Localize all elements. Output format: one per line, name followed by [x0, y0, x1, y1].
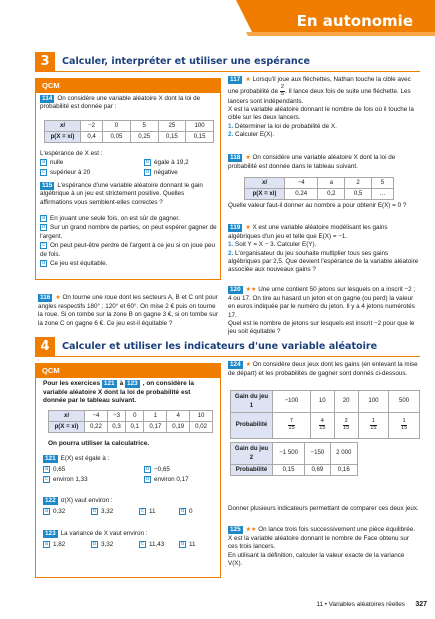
exercise-ref: 121	[103, 380, 115, 387]
exercise-number: 121	[45, 455, 56, 462]
exercise-ref: 123	[127, 380, 138, 387]
question-number: 2.	[228, 249, 234, 257]
exercise-114	[40, 95, 218, 112]
denominator: 15	[288, 425, 295, 431]
games-table	[230, 390, 420, 439]
option-text[interactable]: −0,65	[154, 466, 170, 474]
table-cell: 0	[103, 121, 131, 132]
option-text[interactable]: 3,32	[101, 541, 114, 549]
exercise-117	[228, 76, 420, 139]
exercise-number: 117	[230, 76, 241, 83]
section-number: 4	[35, 337, 55, 357]
question: Donner plusieurs indicateurs permettant de comparer ces deux jeux.	[228, 505, 419, 512]
table-cell: 0,4	[81, 132, 103, 143]
intro-text: , on considère la variable aléatoire X dont la loi de probabilité est donnée par le tableau suivant.	[43, 380, 194, 405]
exercise-number: 116	[40, 294, 51, 301]
option-letter: d	[181, 541, 184, 547]
table-cell	[273, 413, 311, 439]
option-text[interactable]: 3,32	[101, 508, 114, 516]
question-text: σ(X) vaut environ :	[60, 497, 113, 504]
exercise-123	[43, 530, 215, 538]
exercise-text: En utilisant la définition, calculer la valeur exacte de la variance V(X).	[228, 551, 405, 567]
question-text: Soit Y = X − 3. Calculer E(Y).	[235, 241, 317, 249]
exercise-118	[228, 154, 420, 171]
table-cell: 2 000	[330, 443, 357, 465]
option-text[interactable]: 11,43	[149, 541, 165, 549]
option-letter: b	[42, 224, 45, 231]
exercise-text: Lorsqu'il joue aux fléchettes, Nathan touche la cible avec une probabilité de	[228, 76, 411, 95]
option-letter: b	[146, 159, 149, 165]
question-text: E(X) est égale à :	[60, 455, 110, 462]
exercise-text: L'espérance d'une variable aléatoire donnant le gain algébrique à un jeu est strictement positive. Quelles affirmations vous semblent-elles correctes ?	[40, 182, 203, 206]
row-header: Probabilité	[231, 465, 273, 476]
table-cell: −100	[273, 391, 311, 413]
option-letter: d	[146, 169, 149, 175]
difficulty-star-icon: ★	[245, 362, 252, 368]
option-letter: a	[45, 541, 48, 547]
difficulty-star-icon: ★★	[245, 287, 257, 293]
difficulty-star-icon: ★	[245, 77, 251, 83]
numerator: 1	[371, 418, 375, 425]
table-cell: …	[371, 189, 393, 200]
table-cell: 500	[389, 391, 420, 413]
table-cell: 0,17	[144, 422, 167, 433]
difficulty-star-icon: ★	[55, 295, 61, 301]
probability-table	[244, 177, 394, 200]
exercise-text: X est une variable aléatoire modélisant les gains algébriques d'un jeu et telle que E(X) = −1.	[228, 224, 388, 240]
question: Quelle valeur faut-il donner au nombre a pour obtenir E(X) = 0 ?	[228, 202, 407, 209]
option-letter: b	[93, 508, 96, 514]
option-letter: a	[42, 159, 45, 165]
table-cell: 100	[186, 121, 214, 132]
calculator-note: On pourra utiliser la calculatrice.	[48, 440, 150, 447]
exercise-number: 115	[42, 182, 53, 189]
numerator: 7	[289, 418, 293, 425]
qcm-label: QCM	[36, 364, 220, 378]
exercise-text: . Il lance deux fois de suite une fléchette. Les lancers sont indépendants.	[228, 87, 411, 105]
question-text: Déterminer la loi de probabilité de X.	[235, 122, 337, 130]
exercise-120	[228, 286, 420, 336]
probability-table	[48, 410, 213, 433]
option-letter: a	[45, 466, 48, 472]
option-letter: c	[40, 242, 47, 249]
option-letter: b	[93, 541, 96, 547]
section-title: Calculer et utiliser les indicateurs d'une variable aléatoire	[62, 340, 378, 352]
numerator: 1	[402, 418, 406, 425]
question-text: La variance de X vaut environ :	[60, 530, 148, 537]
table-cell: 0,2	[318, 189, 345, 200]
question-number: 1.	[228, 241, 234, 249]
row-header: Gain du jeu 1	[231, 391, 273, 413]
table-header-xi: xi	[45, 121, 81, 132]
table-cell	[310, 413, 334, 439]
table-cell	[358, 413, 389, 439]
exercise-115	[40, 182, 218, 207]
exercise-text: Une urne contient 50 jetons sur lesquels on a inscrit −2 ; 4 ou 17. On tire au hasard un jeton et on gagne (ou perd) la valeur en euros indiquée par le numéro du jeton. Il y a 4 jetons numérotés 17.	[228, 286, 416, 319]
footer-chapter: 11 • Variables aléatoires réelles	[316, 601, 405, 608]
option-text[interactable]: En jouant une seule fois, on est sûr de gagner.	[50, 215, 180, 223]
exercise-119	[228, 224, 420, 274]
table-header-xi: xi	[245, 178, 285, 189]
question-number: 2.	[228, 130, 234, 138]
option-text[interactable]: 0	[189, 508, 193, 516]
page-number: 327	[415, 601, 427, 608]
exercise-text: X est la variable aléatoire donnant le nombre de Face obtenu sur ces trois lancers.	[228, 534, 409, 551]
exercise-number: 123	[45, 530, 56, 537]
option-text[interactable]: 0,32	[53, 508, 66, 516]
options-row	[43, 541, 215, 549]
exercise-number: 114	[42, 95, 53, 102]
exercise-122	[43, 497, 215, 505]
table-cell: a	[318, 178, 345, 189]
table-cell: 100	[358, 391, 389, 413]
options-row	[40, 159, 218, 167]
question: L'espérance de X est :	[40, 150, 103, 157]
option-text[interactable]: 0,65	[53, 466, 66, 474]
table-cell: 0,05	[103, 132, 131, 143]
banner-title: En autonomie	[296, 12, 413, 30]
options-row	[43, 476, 215, 484]
options-row	[40, 169, 218, 177]
option-text[interactable]: 11	[149, 508, 156, 516]
exercise-121	[43, 455, 215, 463]
exercise-text: On considère une variable aléatoire X dont la loi de probabilité est donnée dans le tableau suivant.	[228, 154, 396, 170]
table-cell: 5	[371, 178, 393, 189]
games-table-2	[230, 442, 358, 476]
qcm-label: QCM	[36, 79, 220, 93]
exercise-number: 125	[230, 526, 241, 533]
option-text[interactable]: supérieur à 20	[50, 169, 91, 177]
intro-text: à	[119, 380, 124, 387]
table-cell: 0,69	[305, 465, 330, 476]
table-cell: −150	[305, 443, 330, 465]
denominator: 15	[343, 425, 350, 431]
qcm-intro	[43, 380, 215, 406]
options-row	[43, 466, 215, 474]
option-text[interactable]: Sur un grand nombre de parties, on peut espérer gagner de l'argent.	[40, 224, 217, 240]
exercise-number: 120	[230, 286, 241, 293]
section-4-header	[35, 337, 420, 357]
exercise-number: 124	[230, 361, 241, 368]
option-letter: d	[42, 260, 45, 266]
option-letter: c	[139, 508, 146, 515]
options-row	[43, 508, 215, 516]
option-letter: a	[45, 508, 48, 514]
table-cell: 10	[190, 411, 213, 422]
denominator: 15	[401, 425, 408, 431]
table-cell: 0,5	[345, 189, 372, 200]
option-text[interactable]: On peut peut-être perdre de l'argent à ce jeu si on joue peu de fois.	[40, 242, 216, 258]
row-header: Probabilité	[231, 413, 273, 439]
numerator: 2	[344, 418, 348, 425]
table-cell: 5	[130, 121, 158, 132]
table-cell: 0,02	[190, 422, 213, 433]
table-header-p: p(X = xi)	[245, 189, 285, 200]
denominator: 5	[280, 90, 284, 97]
table-cell	[334, 413, 358, 439]
difficulty-star-icon: ★★	[245, 527, 257, 533]
option-letter: b	[146, 466, 149, 472]
table-cell: −4	[85, 411, 108, 422]
probability-table	[44, 120, 214, 143]
table-cell: 0,25	[130, 132, 158, 143]
table-cell: 0,24	[285, 189, 318, 200]
table-cell: 2	[345, 178, 372, 189]
exercise-text: On considère deux jeux dont les gains (en enlevant la mise de départ) et les probabilités de gagner sont donnés ci-dessous.	[228, 361, 418, 377]
section-number: 3	[35, 52, 55, 72]
difficulty-star-icon: ★	[245, 225, 251, 231]
table-cell: 20	[334, 391, 358, 413]
option-letter: c	[43, 476, 50, 483]
difficulty-star-icon: ★	[245, 155, 251, 161]
option-text[interactable]: Ce jeu est équitable.	[50, 260, 108, 268]
option-letter: d	[146, 476, 149, 482]
option-text[interactable]: environ 0,17	[154, 476, 189, 484]
table-cell: −4	[285, 178, 318, 189]
question-text: Quel est le nombre de jetons sur lesquels est inscrit −2 pour que le jeu soit équitable ?	[228, 319, 415, 336]
option-letter: a	[42, 215, 45, 221]
denominator: 15	[370, 425, 377, 431]
section-title: Calculer, interpréter et utiliser une espérance	[62, 55, 310, 67]
table-cell: 0,15	[158, 132, 186, 143]
numerator: 2	[280, 83, 284, 90]
exercise-text: X est la variable aléatoire donnant le nombre de fois où il touche la cible sur les deux lancers.	[228, 105, 414, 122]
table-cell: 0,15	[186, 132, 214, 143]
exercise-text: On considère une variable aléatoire X dont la loi de probabilité est donnée par :	[40, 95, 201, 111]
option-letter: c	[139, 541, 146, 548]
table-cell: 25	[158, 121, 186, 132]
question-number: 1.	[228, 122, 234, 130]
denominator: 15	[319, 425, 326, 431]
question-text: Calculer E(X).	[235, 130, 275, 138]
table-cell: 4	[167, 411, 190, 422]
exercise-124	[228, 361, 420, 378]
exercise-number: 122	[45, 497, 56, 504]
table-header-xi: xi	[49, 411, 85, 422]
exercise-text: On lance trois fois successivement une pièce équilibrée.	[258, 526, 415, 533]
option-text[interactable]: nulle	[50, 159, 64, 167]
option-text[interactable]: 11	[189, 541, 196, 549]
question-text: L'organisateur du jeu souhaite multiplier tous ses gains algébriques par 2,5. Que devient l'espérance de la variable aléatoire associée aux nouveaux gains ?	[228, 249, 419, 274]
section-3-header	[35, 52, 420, 72]
table-cell: 0,3	[107, 422, 125, 433]
option-text[interactable]: environ 1,33	[53, 476, 88, 484]
exercise-number: 119	[230, 224, 241, 231]
exercise-116	[38, 294, 222, 328]
intro-text: Pour les exercices	[43, 380, 101, 387]
option-letter: c	[40, 169, 47, 176]
table-cell: 0,19	[167, 422, 190, 433]
table-cell: −2	[81, 121, 103, 132]
table-cell: 0,15	[273, 465, 305, 476]
table-cell: 0	[126, 411, 144, 422]
table-header-p: p(X = xi)	[49, 422, 85, 433]
table-cell: 0,22	[85, 422, 108, 433]
table-cell: −3	[107, 411, 125, 422]
option-letter: d	[181, 508, 184, 514]
option-text[interactable]: négative	[154, 169, 178, 177]
option-text[interactable]: 1,82	[53, 541, 66, 549]
exercise-125	[228, 526, 420, 568]
numerator: 4	[320, 418, 324, 425]
options-list	[40, 215, 218, 268]
row-header: Gain du jeu 2	[231, 443, 273, 465]
table-cell: 10	[310, 391, 334, 413]
option-text[interactable]: égale à 19,2	[154, 159, 189, 167]
exercise-text: On tourne une roue dont les secteurs A, B et C ont pour angles respectifs 180° ; 120° et 60°. On mise 2 € puis on tourne la roue. Si on tombe sur la zone B on gagne 3 €, si on tombe sur la zone C on gagne 6 €. Ce jeu est-il équitable ?	[38, 294, 218, 327]
exercise-number: 118	[230, 154, 241, 161]
table-cell: 0,16	[330, 465, 357, 476]
table-cell: −1 500	[273, 443, 305, 465]
table-cell	[389, 413, 420, 439]
table-cell: 0,1	[126, 422, 144, 433]
table-header-p: p(X = xi)	[45, 132, 81, 143]
table-cell: 1	[144, 411, 167, 422]
